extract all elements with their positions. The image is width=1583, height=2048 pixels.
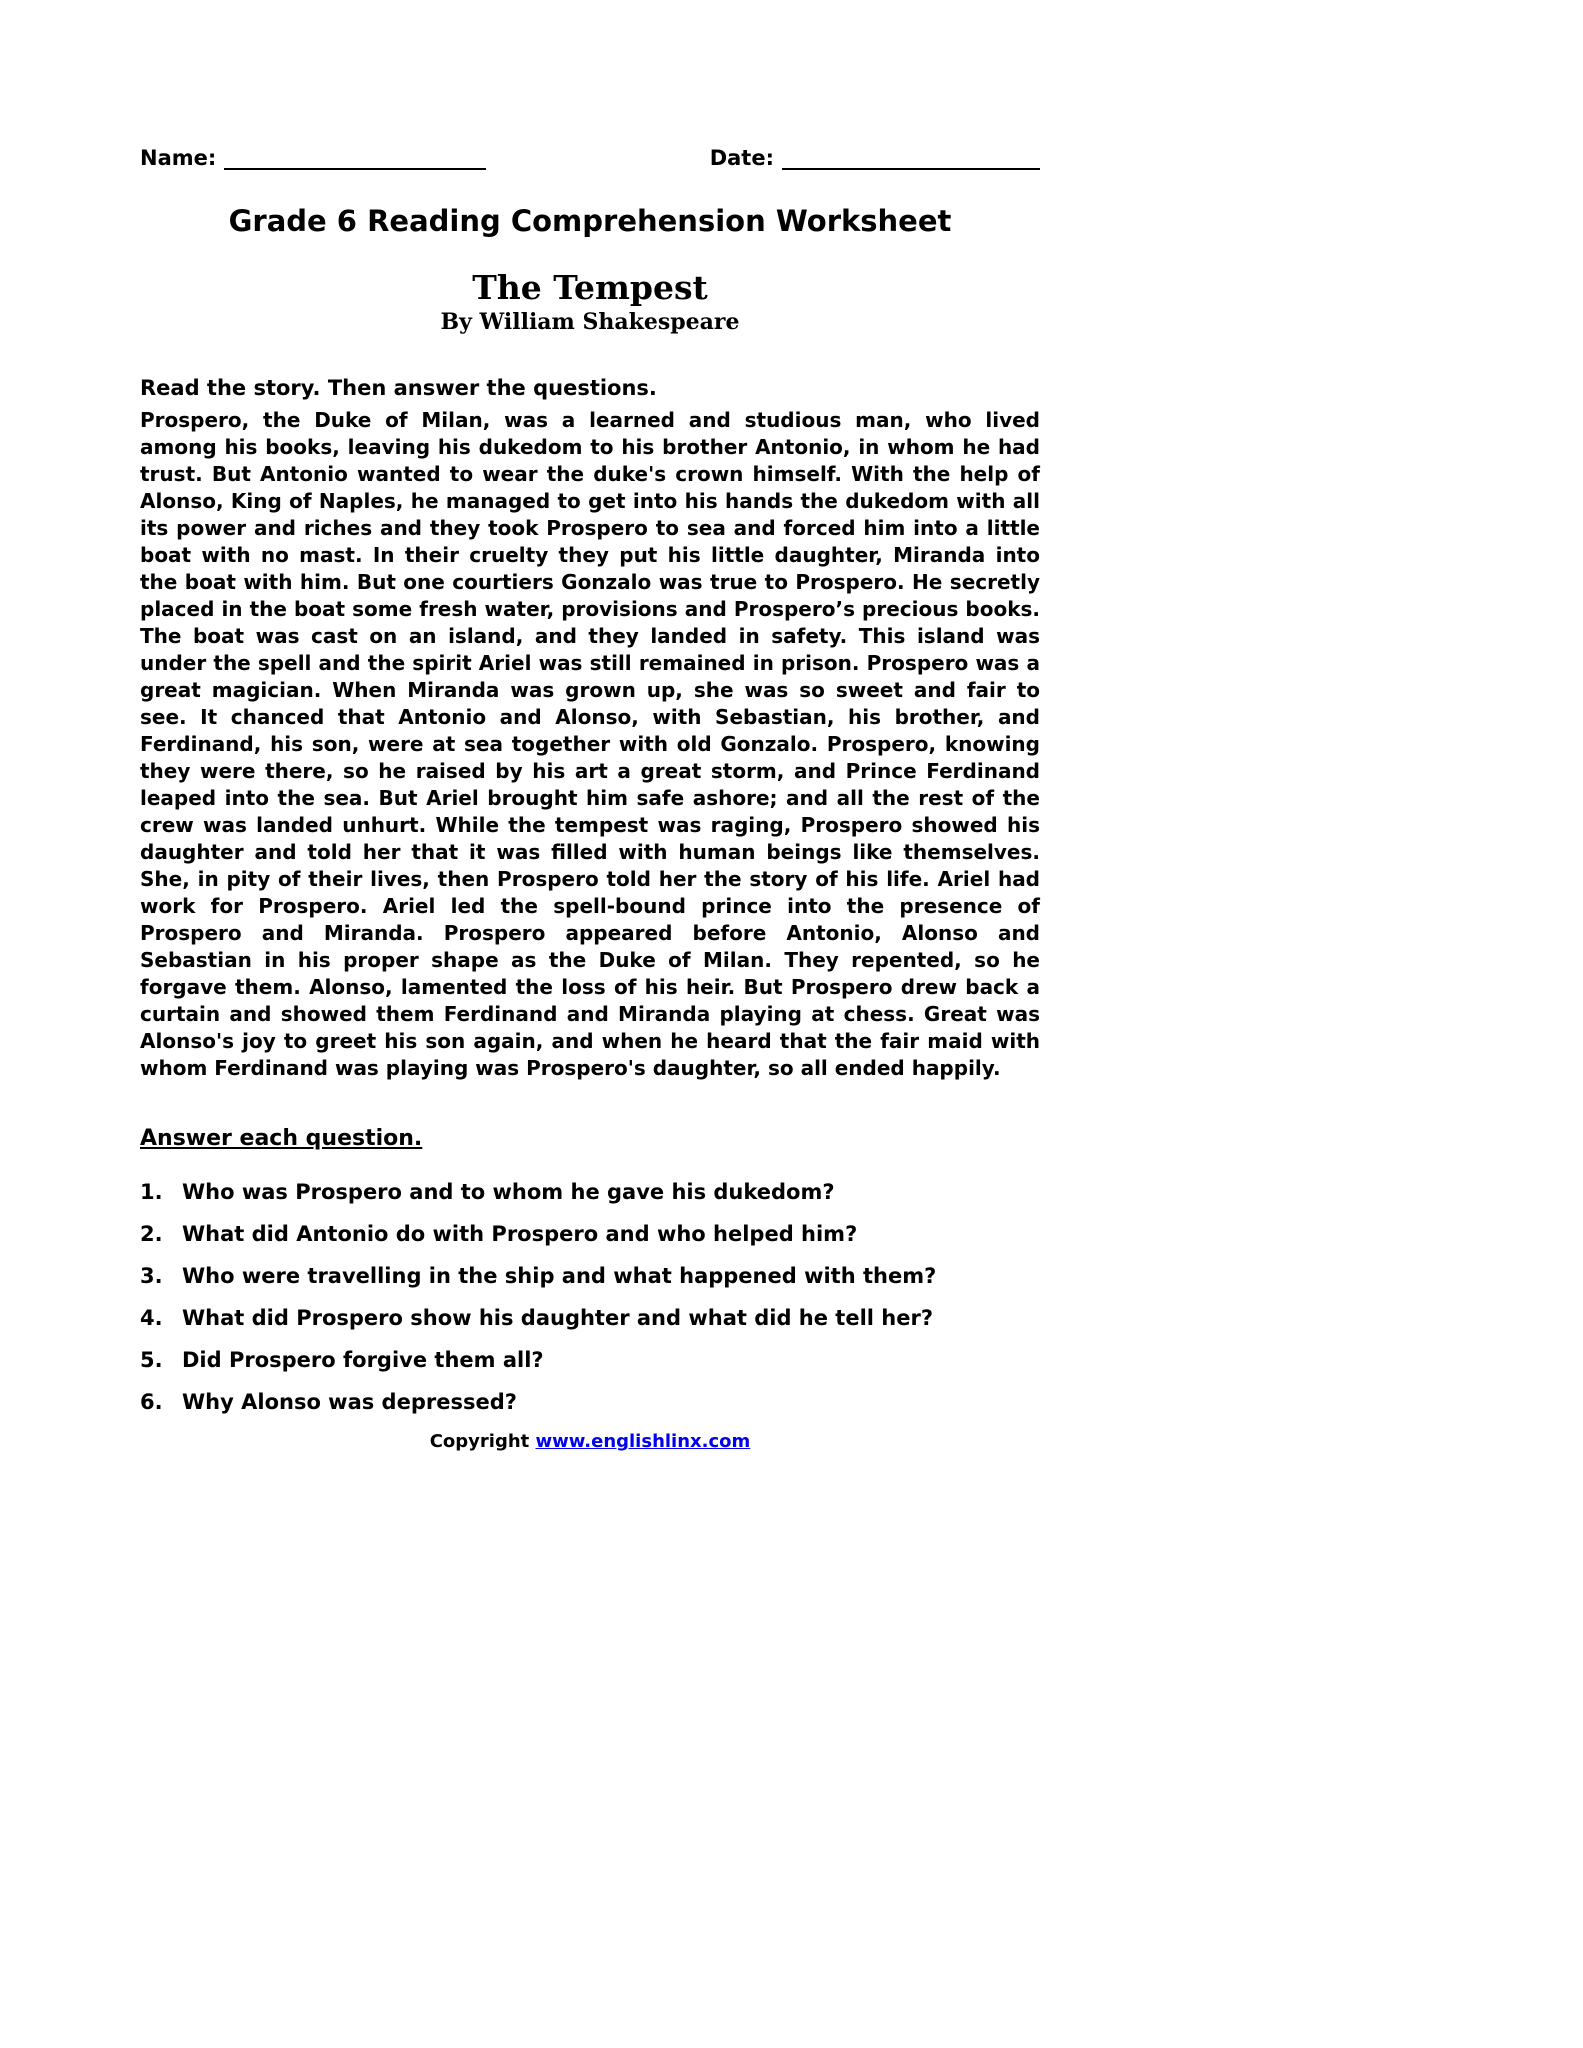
worksheet-heading: Grade 6 Reading Comprehension Worksheet bbox=[228, 204, 952, 238]
copyright-label: Copyright bbox=[429, 1431, 530, 1452]
date-label: Date: bbox=[709, 146, 774, 170]
date-field bbox=[710, 146, 1040, 170]
worksheet-content bbox=[140, 146, 1040, 1452]
instructions-text: Read the story. Then answer the questions. bbox=[140, 376, 657, 400]
question-item bbox=[140, 1179, 1040, 1206]
story-paragraph: Prospero, the Duke of Milan, was a learned and studious man, who lived among his books, leaving his dukedom to his brother Antonio, in whom he had trust. But Antonio wanted to wear the duke's crown himself. With the help of Alonso, King of Naples, he managed to get into his hands the dukedom with all its power and riches and they took Prospero to sea and forced him into a little boat with no mast. In their cruelty they put his little daughter, Miranda into the boat with him. But one courtiers Gonzalo was true to Prospero. He secretly placed in the boat some fresh water, provisions and Prospero’s precious books. The boat was cast on an island, and they landed in safety. This island was under the spell and the spirit Ariel was still remained in prison. Prospero was a great magician. When Miranda was grown up, she was so sweet and fair to see. It chanced that Antonio and Alonso, with Sebastian, his brother, and Ferdinand, his son, were at sea together with old Gonzalo. Prospero, knowing they were there, so he raised by his art a great storm, and Prince Ferdinand leaped into the sea. But Ariel brought him safe ashore; and all the rest of the crew was landed unhurt. While the tempest was raging, Prospero showed his daughter and told her that it was filled with human beings like themselves. She, in pity of their lives, then Prospero told her the story of his life. Ariel had work for Prospero. Ariel led the spell-bound prince into the presence of Prospero and Miranda. Prospero appeared before Antonio, Alonso and Sebastian in his proper shape as the Duke of Milan. They repented, so he forgave them. Alonso, lamented the loss of his heir. But Prospero drew back a curtain and showed them Ferdinand and Miranda playing at chess. Great was Alonso's joy to greet his son again, and when he heard that the fair maid with whom Ferdinand was playing was Prospero's daughter, so all ended happily. bbox=[140, 408, 1040, 1080]
question-item bbox=[140, 1347, 1040, 1374]
question-text: Who was Prospero and to whom he gave his dukedom? bbox=[182, 1180, 835, 1204]
question-number: 4. bbox=[140, 1306, 163, 1330]
question-number: 1. bbox=[140, 1180, 163, 1204]
question-text: Why Alonso was depressed? bbox=[182, 1390, 517, 1414]
question-item bbox=[140, 1221, 1040, 1248]
question-number: 6. bbox=[140, 1390, 163, 1414]
question-item bbox=[140, 1263, 1040, 1290]
name-date-row bbox=[140, 146, 1040, 170]
story-title: The Tempest bbox=[472, 268, 708, 307]
question-text: What did Antonio do with Prospero and who helped him? bbox=[182, 1222, 858, 1246]
copyright-link[interactable]: www.englishlinx.com bbox=[535, 1431, 751, 1452]
footer bbox=[140, 1431, 1040, 1452]
question-item bbox=[140, 1305, 1040, 1332]
question-text: Did Prospero forgive them all? bbox=[182, 1348, 544, 1372]
question-item bbox=[140, 1389, 1040, 1416]
answer-section-heading: Answer each question. bbox=[140, 1126, 423, 1151]
name-label: Name: bbox=[140, 146, 217, 170]
name-field bbox=[140, 146, 486, 170]
question-text: What did Prospero show his daughter and what did he tell her? bbox=[182, 1306, 934, 1330]
question-number: 5. bbox=[140, 1348, 163, 1372]
question-number: 3. bbox=[140, 1264, 163, 1288]
question-text: Who were travelling in the ship and what happened with them? bbox=[182, 1264, 937, 1288]
question-list bbox=[140, 1179, 1040, 1416]
story-byline: By William Shakespeare bbox=[440, 309, 740, 335]
question-number: 2. bbox=[140, 1222, 163, 1246]
name-blank-line bbox=[224, 146, 486, 170]
date-blank-line bbox=[782, 146, 1040, 170]
